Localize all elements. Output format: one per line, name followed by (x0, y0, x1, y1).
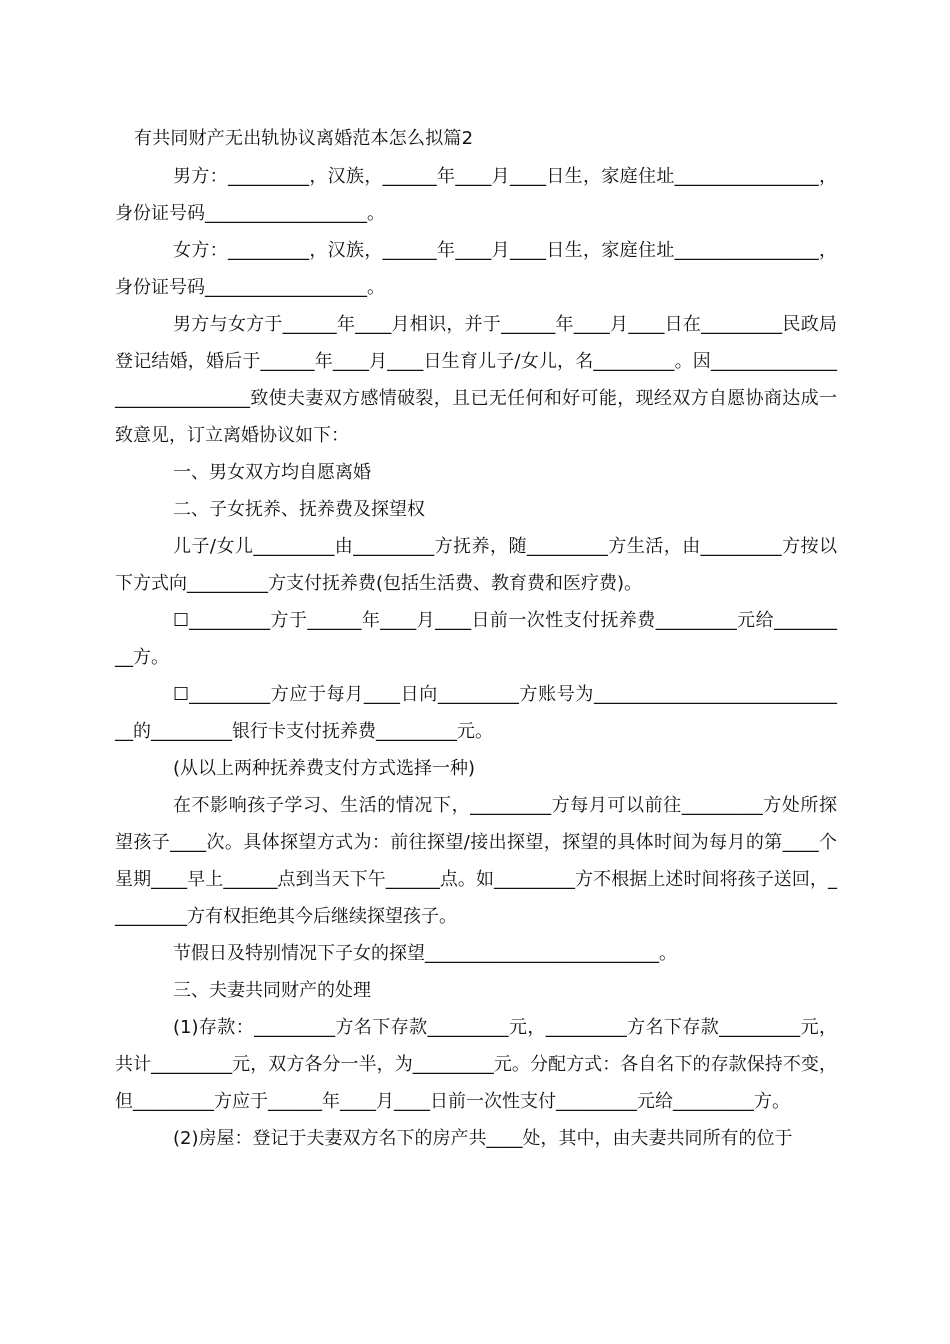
paragraph-deposits: (1)存款：_________方名下存款_________元，_________方名下存款_________元，共计_________元，双方各分一半，为_________元。分配方式：各自名下的存款保持不变，但_________方应于______年____月____日前一次性支付_________元给_________方。 (115, 1017, 837, 1112)
paragraph-housing: (2)房屋：登记于夫妻双方名下的房产共____处，其中，由夫妻共同所有的位于 (173, 1128, 793, 1149)
paragraph-woman-info: 女方：_________，汉族，______年____月____日生，家庭住址________________，身份证号码__________________。 (115, 240, 837, 298)
paragraph-man-info: 男方：_________，汉族，______年____月____日生，家庭住址________________，身份证号码__________________。 (115, 166, 837, 224)
checkbox-option-monthly: ☐_________方应于每月____日向_________方账号为_____________________________的_________银行卡支付抚养费_________元。 (115, 684, 837, 742)
paragraph-choose-note: (从以上两种抚养费支付方式选择一种) (173, 758, 476, 779)
checkbox-option-lump-sum: ☐_________方于______年____月____日前一次性支付抚养费_________元给_________方。 (115, 610, 837, 668)
document-title: 有共同财产无出轨协议离婚范本怎么拟篇2 (134, 128, 474, 149)
paragraph-child-support: 儿子/女儿_________由_________方抚养，随_________方生活，由_________方按以下方式向_________方支付抚养费(包括生活费、教育费和医疗费)。 (115, 536, 837, 594)
section-heading-divorce: 一、男女双方均自愿离婚 (173, 462, 371, 483)
section-heading-property: 三、夫妻共同财产的处理 (173, 980, 371, 1001)
document-body (115, 158, 837, 1157)
paragraph-marriage-history: 男方与女方于______年____月相识，并于______年____月____日在_________民政局登记结婚，婚后于______年____月____日生育儿子/女儿，名_________。因_____________________________致使夫妻双方感情破裂，且已无任何和好可能，现经双方自愿协商达成一致意见，订立离婚协议如下： (115, 314, 837, 446)
section-heading-child-custody: 二、子女抚养、抚养费及探望权 (173, 499, 425, 520)
paragraph-holiday-visitation: 节假日及特别情况下子女的探望__________________________。 (173, 943, 677, 964)
paragraph-visitation: 在不影响孩子学习、生活的情况下，_________方每月可以前往_________方处所探望孩子____次。具体探望方式为：前往探望/接出探望，探望的具体时间为每月的第____个星期____早上______点到当天下午______点。如_________方不根据上述时间将孩子送回，_________方有权拒绝其今后继续探望孩子。 (115, 795, 837, 927)
